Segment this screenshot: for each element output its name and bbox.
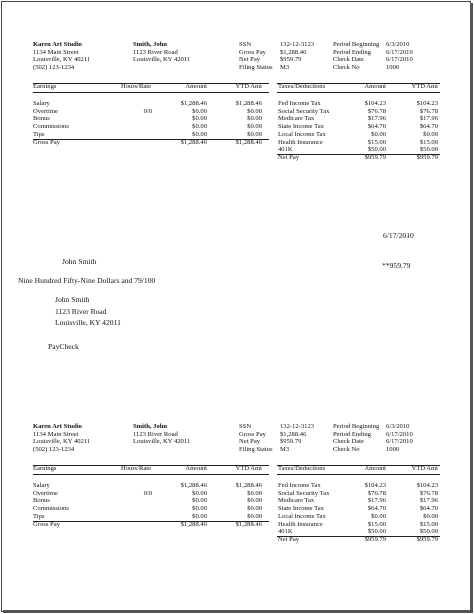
deduction-ytd: $0.00 [423, 512, 438, 520]
earning-label: Overtime [33, 107, 58, 115]
deduction-label: Medicare Tax [278, 497, 315, 505]
deduction-amount: $15.00 [367, 138, 386, 146]
earning-label: Bonus [33, 115, 50, 123]
pay-info-value: M3 [280, 64, 290, 72]
deduction-amount: $50.00 [367, 528, 386, 536]
deduction-amount: $64.70 [367, 123, 386, 131]
period-label: Period Ending [333, 48, 371, 56]
earning-amount: $0.00 [192, 489, 207, 497]
deduction-amount-header: Amount [364, 465, 386, 472]
amount-header: Amount [185, 465, 207, 472]
amount-header: Amount [185, 83, 207, 90]
earning-ytd: $1,288.46 [235, 482, 262, 489]
deduction-label: Fed Income Tax [278, 482, 321, 489]
deduction-label: State Income Tax [278, 505, 324, 513]
earnings-header-rule [33, 92, 269, 93]
period-label: Check Date [333, 56, 364, 64]
deduction-ytd: $0.00 [423, 130, 438, 138]
earning-ytd: $0.00 [247, 107, 262, 115]
period-label: Check No [333, 446, 360, 454]
period-label: Period Beginning [333, 423, 380, 430]
earning-amount: $1,288.46 [180, 100, 207, 107]
deduction-label: Medicare Tax [278, 115, 315, 123]
period-value: 6/3/2010 [386, 41, 410, 48]
deduction-amount: $15.00 [367, 520, 386, 528]
deduction-label: Social Security Tax [278, 489, 330, 497]
check-payee: John Smith [62, 257, 97, 266]
gross-pay-ytd: $1,288.46 [235, 138, 262, 146]
deduction-ytd: $17.96 [419, 497, 438, 505]
earning-label: Commissions [33, 123, 69, 131]
pay-info-value: $1,288.46 [280, 430, 307, 438]
pay-info-label: Gross Pay [239, 48, 266, 56]
deduction-amount: $64.70 [367, 505, 386, 513]
deductions-header: Taxes/Deductions [278, 465, 326, 472]
deduction-amount: $0.00 [371, 130, 386, 138]
check-address-city: Louisville, KY 42011 [55, 318, 121, 327]
deduction-ytd: $17.96 [419, 115, 438, 123]
employee-street: 1123 River Road [133, 48, 178, 56]
earnings-header: Earnings [33, 465, 57, 472]
earning-amount: $0.00 [192, 107, 207, 115]
company-street: 1134 Main Street [33, 430, 79, 438]
hours-rate-header: Hours/Rate [121, 465, 152, 472]
period-value: 6/3/2010 [386, 423, 410, 430]
company-city: Louisville, KY 40211 [33, 438, 91, 446]
deduction-ytd-header: YTD Amt [411, 83, 438, 90]
deduction-amount-header: Amount [364, 83, 386, 90]
deduction-label: Health Insurance [278, 138, 323, 146]
period-value: 6/17/2010 [386, 438, 413, 446]
period-label: Check Date [333, 438, 364, 446]
company-street: 1134 Main Street [33, 48, 79, 56]
deduction-label: Fed Income Tax [278, 100, 321, 107]
earning-amount: $0.00 [192, 497, 207, 505]
pay-info-value: $959.79 [280, 56, 302, 64]
earning-ytd: $0.00 [247, 505, 262, 513]
deduction-ytd: $76.78 [419, 107, 438, 115]
deductions-header: Taxes/Deductions [278, 83, 326, 90]
deduction-amount: $76.78 [367, 489, 386, 497]
deductions-header-rule [277, 474, 440, 475]
company-phone: (502) 123-1234 [33, 446, 75, 454]
period-value: 6/17/2010 [386, 56, 413, 64]
earnings-header: Earnings [33, 83, 57, 90]
deduction-label: 401K [278, 146, 293, 154]
pay-info-label: Filing Status [239, 64, 273, 72]
earning-ytd: $0.00 [247, 497, 262, 505]
earning-amount: $0.00 [192, 130, 207, 138]
deduction-label: Social Security Tax [278, 107, 330, 115]
pay-info-value: 132-12-3123 [280, 423, 315, 430]
pay-info-value: M3 [280, 446, 290, 454]
earning-label: Commissions [33, 505, 69, 513]
period-label: Period Beginning [333, 41, 380, 48]
deduction-label: Local Income Tax [278, 512, 326, 520]
check-address-street: 1123 River Road [55, 307, 107, 316]
earning-rate: 0/0 [143, 489, 152, 497]
gross-pay-ytd: $1,288.46 [235, 520, 262, 528]
gross-pay-amount: $1,288.46 [180, 138, 207, 146]
company-city: Louisville, KY 40211 [33, 56, 91, 64]
ytd-header: YTD Amt [235, 465, 262, 472]
earning-amount: $0.00 [192, 123, 207, 131]
deduction-amount: $17.96 [367, 115, 386, 123]
gross-pay-label: Gross Pay [33, 520, 60, 528]
pay-info-value: 132-12-3123 [280, 41, 315, 48]
pay-info-label: SSN [239, 41, 252, 48]
ytd-header: YTD Amt [235, 83, 262, 90]
deduction-label: Local Income Tax [278, 130, 326, 138]
deduction-amount: $104.23 [364, 482, 386, 489]
earning-label: Tips [33, 512, 45, 520]
check-address-name: John Smith [55, 295, 90, 304]
net-pay-amount: $959.79 [364, 535, 386, 543]
deduction-amount: $0.00 [371, 512, 386, 520]
deduction-amount: $17.96 [367, 497, 386, 505]
net-pay-amount: $959.79 [364, 153, 386, 161]
period-label: Check No [333, 64, 360, 72]
gross-pay-amount: $1,288.46 [180, 520, 207, 528]
company-name: Karen Art Studio [33, 423, 82, 430]
period-value: 6/17/2010 [386, 430, 413, 438]
page-shadow-bottom [3, 610, 473, 613]
earning-amount: $1,288.46 [180, 482, 207, 489]
period-label: Period Ending [333, 430, 371, 438]
deduction-amount: $104.23 [364, 100, 386, 107]
employee-city: Louisville, KY 42011 [133, 56, 191, 64]
earning-ytd: $0.00 [247, 123, 262, 131]
deduction-label: Health Insurance [278, 520, 323, 528]
deduction-label: State Income Tax [278, 123, 324, 131]
employee-street: 1123 River Road [133, 430, 178, 438]
employee-name: Smith, John [133, 423, 168, 430]
earning-label: Bonus [33, 497, 50, 505]
earning-ytd: $0.00 [247, 130, 262, 138]
earning-ytd: $0.00 [247, 512, 262, 520]
earning-label: Salary [33, 100, 50, 107]
hours-rate-header: Hours/Rate [121, 83, 152, 90]
pay-info-label: Net Pay [239, 438, 261, 446]
page-shadow-right [470, 3, 473, 612]
pay-info-value: $959.79 [280, 438, 302, 446]
deduction-ytd: $15.00 [419, 138, 438, 146]
company-name: Karen Art Studio [33, 41, 82, 48]
earning-label: Salary [33, 482, 50, 489]
earnings-header-rule [33, 474, 269, 475]
pay-info-label: Net Pay [239, 56, 261, 64]
pay-info-label: Filing Status [239, 446, 273, 454]
deduction-ytd: $104.23 [416, 482, 438, 489]
deduction-ytd: $104.23 [416, 100, 438, 107]
earning-label: Overtime [33, 489, 58, 497]
check-amount-words: Nine Hundred Fifty-Nine Dollars and 79/100 [18, 276, 156, 285]
pay-info-label: SSN [239, 423, 252, 430]
deduction-ytd: $64.70 [419, 123, 438, 131]
earning-ytd: $0.00 [247, 115, 262, 123]
period-value: 1000 [386, 446, 400, 454]
company-phone: (502) 123-1234 [33, 64, 75, 72]
check-memo: PayCheck [48, 342, 79, 351]
period-value: 6/17/2010 [386, 48, 413, 56]
deduction-ytd: $50.00 [419, 146, 438, 154]
deduction-ytd: $15.00 [419, 520, 438, 528]
earning-rate: 0/0 [143, 107, 152, 115]
deduction-ytd: $76.78 [419, 489, 438, 497]
net-pay-ytd: $959.79 [416, 535, 438, 543]
period-value: 1000 [386, 64, 400, 72]
pay-info-label: Gross Pay [239, 430, 266, 438]
deduction-label: 401K [278, 528, 293, 536]
net-pay-label: Net Pay [278, 535, 300, 543]
earning-amount: $0.00 [192, 512, 207, 520]
check-date: 6/17/2010 [383, 231, 414, 240]
earning-ytd: $0.00 [247, 489, 262, 497]
pay-info-value: $1,288.46 [280, 48, 307, 56]
deduction-amount: $76.78 [367, 107, 386, 115]
net-pay-label: Net Pay [278, 153, 300, 161]
check-amount: **959.79 [382, 261, 411, 270]
deduction-ytd: $50.00 [419, 528, 438, 536]
deduction-ytd-header: YTD Amt [411, 465, 438, 472]
deduction-ytd: $64.70 [419, 505, 438, 513]
earning-ytd: $1,288.46 [235, 100, 262, 107]
net-pay-ytd: $959.79 [416, 153, 438, 161]
earning-amount: $0.00 [192, 115, 207, 123]
gross-pay-label: Gross Pay [33, 138, 60, 146]
deductions-header-rule [277, 92, 440, 93]
earning-label: Tips [33, 130, 45, 138]
employee-city: Louisville, KY 42011 [133, 438, 191, 446]
deduction-amount: $50.00 [367, 146, 386, 154]
earning-amount: $0.00 [192, 505, 207, 513]
employee-name: Smith, John [133, 41, 168, 48]
